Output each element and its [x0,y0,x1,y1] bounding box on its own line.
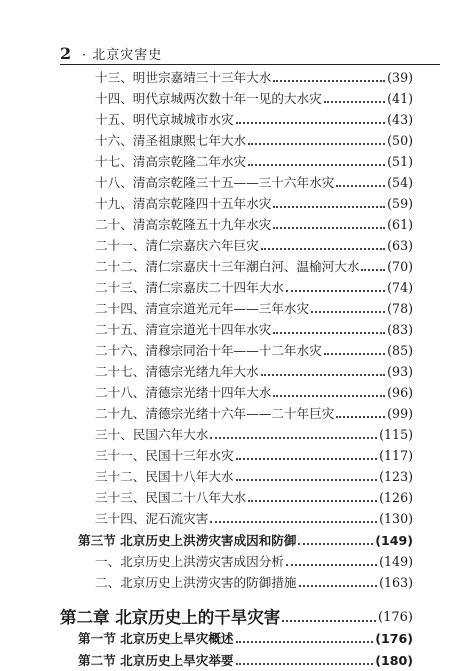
toc-entry [95,467,413,487]
toc-entry [95,362,413,382]
toc-entry [95,68,413,88]
dot-leader [210,520,377,523]
toc-entry [95,89,413,109]
toc-entry-title: 二十八、清德宗光绪十四年大水 [95,385,272,400]
toc-entry-title: 二十五、清宣宗道光十四年水灾 [95,322,272,337]
toc-entry [95,215,413,235]
toc-entry [95,194,413,214]
toc-entry-page: (59) [387,196,413,211]
running-title: · 北京灾害史 [82,48,163,63]
toc-entry-title: 二十九、清德宗光绪十六年——二十年巨灾 [95,406,335,421]
toc-entry-page: (176) [375,631,413,646]
dot-leader [236,640,374,643]
page-header [60,40,440,65]
dot-leader [236,662,374,665]
toc-entry-title: 十六、清圣祖康熙七年大水 [95,133,247,148]
dot-leader [336,184,385,187]
toc-entry-title: 二十、清高宗乾隆五十九年水灾 [95,217,272,232]
toc-entry-title: 第三节 北京历史上洪涝灾害成因和防御 [78,533,297,548]
toc-entry-title: 二十二、清仁宗嘉庆十三年潮白河、温榆河大水 [95,259,360,274]
toc-entry-page: (85) [387,343,413,358]
toc-entry-page: (93) [387,364,413,379]
dot-leader [299,584,378,587]
dot-leader [248,499,377,502]
toc-entry-page: (149) [379,554,413,569]
toc-entry-title: 二十六、清穆宗同治十年——十二年水灾 [95,343,322,358]
toc-entry-page: (61) [387,217,413,232]
toc-entry-title: 第一节 北京历史上旱灾概述 [78,631,234,646]
toc-entry-page: (117) [379,448,413,463]
toc-entry-page: (115) [379,427,413,442]
toc-entry-title: 三十、民国六年大水 [95,427,209,442]
toc-entry-page: (50) [387,133,413,148]
dot-leader [210,436,377,439]
dot-leader [298,542,373,545]
toc-entry-title: 一、北京历史上洪涝灾害成因分析 [95,554,284,569]
toc-entry-title: 二十四、清宣宗道光元年——三年水灾 [95,301,310,316]
dot-leader [336,415,385,418]
toc-entry-page: (51) [387,154,413,169]
toc-entry-title: 十九、清高宗乾隆四十五年水灾 [95,196,272,211]
toc-entry-page: (78) [387,301,413,316]
dot-leader [286,563,377,566]
toc-entry-title: 第二章 北京历史上的干旱灾害 [60,608,281,627]
toc-entry-title: 二十七、清德宗光绪九年大水 [95,364,259,379]
toc-entry-page: (39) [387,70,413,85]
toc-entry [95,278,413,298]
dot-leader [324,352,385,355]
toc-entry-title: 十三、明世宗嘉靖三十三年大水 [95,70,272,85]
toc-entry-page: (180) [375,653,413,668]
toc-entry [95,383,413,403]
toc-entry-page: (43) [387,112,413,127]
dot-leader [236,457,378,460]
dot-leader [261,247,385,250]
dot-leader [311,310,385,313]
toc-entry-title: 二十一、清仁宗嘉庆六年巨灾 [95,238,259,253]
page-number: 2 [60,44,72,63]
toc-section-heading [78,651,413,671]
dot-leader [261,373,385,376]
toc-entry-page: (126) [379,490,413,505]
toc-entry [95,299,413,319]
toc-entry [95,488,413,508]
dot-leader [273,205,385,208]
toc-entry [95,257,413,277]
toc-entry-title: 第二节 北京历史上旱灾举要 [78,653,234,668]
dot-leader [273,79,385,82]
toc-entry-page: (149) [375,533,413,548]
toc-entry [95,446,413,466]
dot-leader [248,163,385,166]
dot-leader [248,142,385,145]
toc-section-heading [78,531,413,551]
toc-entry-page: (54) [387,175,413,190]
toc-entry [95,573,413,593]
toc-entry-page: (63) [387,238,413,253]
toc-entry-title: 三十四、泥石流灾害 [95,511,209,526]
toc-entry-title: 十五、明代京城城市水灾 [95,112,234,127]
toc-entry-title: 十七、清高宗乾隆二年水灾 [95,154,247,169]
toc-entry-page: (123) [379,469,413,484]
dot-leader [324,100,385,103]
toc-entry [95,236,413,256]
dot-leader [236,121,386,124]
toc-entry-title: 十四、明代京城两次数十年一见的大水灾 [95,91,322,106]
toc-entry-page: (41) [387,91,413,106]
dot-leader [273,331,385,334]
toc-entry-page: (70) [387,259,413,274]
toc-entry [95,341,413,361]
toc-entry [95,173,413,193]
toc-entry-title: 二、北京历史上洪涝灾害的防御措施 [95,575,297,590]
toc-entry [95,509,413,529]
dot-leader [236,478,378,481]
dot-leader [286,289,385,292]
dot-leader [361,268,385,271]
toc-entry-page: (83) [387,322,413,337]
toc-entry-page: (130) [379,511,413,526]
toc-entry-page: (99) [387,406,413,421]
toc-section-heading [78,629,413,649]
toc-entry-page: (74) [387,280,413,295]
toc-entry [95,425,413,445]
toc-entry [95,404,413,424]
toc-entry [95,320,413,340]
dot-leader [273,226,385,229]
toc-entry-title: 三十二、民国十八年大水 [95,469,234,484]
toc-entry-page: (96) [387,385,413,400]
toc-entry-title: 三十三、民国二十八年大水 [95,490,247,505]
dot-leader [282,619,376,622]
toc-entry [95,131,413,151]
toc-entry-page: (176) [378,610,413,625]
toc-entry-title: 十八、清高宗乾隆三十五——三十六年水灾 [95,175,335,190]
toc-entry-page: (163) [379,575,413,590]
toc-chapter-heading [60,602,413,628]
dot-leader [273,394,385,397]
toc-entry [95,110,413,130]
toc-entry [95,152,413,172]
toc-entry [95,552,413,572]
toc-entry-title: 三十一、民国十三年水灾 [95,448,234,463]
toc-entry-title: 二十三、清仁宗嘉庆二十四年大水 [95,280,284,295]
